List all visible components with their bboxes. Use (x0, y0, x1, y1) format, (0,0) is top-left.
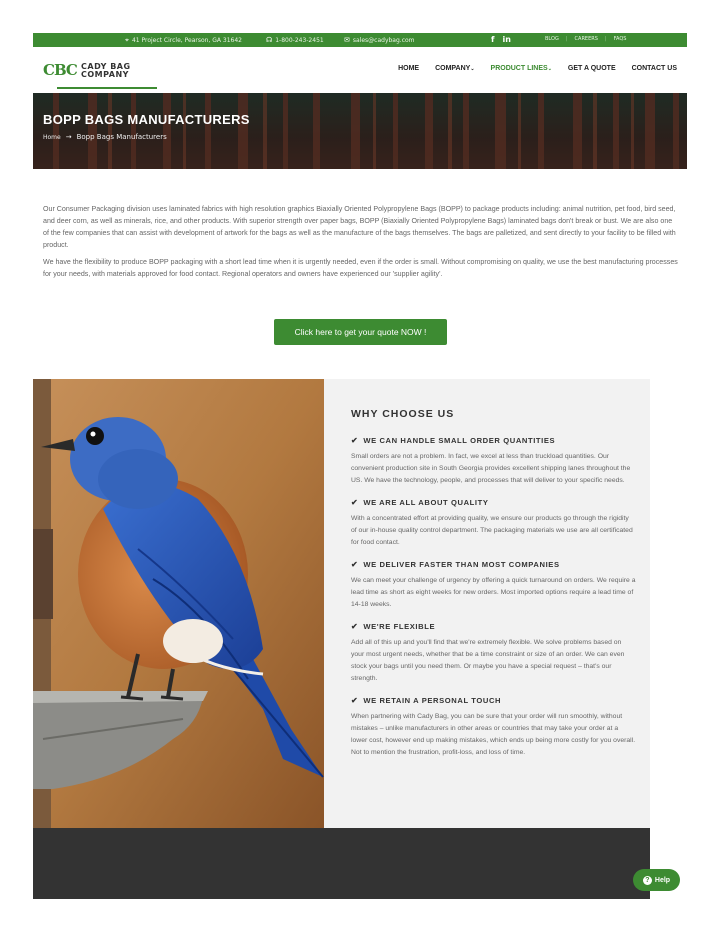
benefit-item (351, 622, 636, 685)
nav-label: CONTACT US (631, 65, 677, 72)
benefit-title: WE ARE ALL ABOUT QUALITY (363, 498, 489, 507)
separator: | (604, 36, 607, 42)
intro-content (43, 204, 679, 285)
top-bar (33, 33, 687, 47)
phone-item[interactable] (266, 36, 324, 44)
headset-icon: ☊ (266, 36, 273, 44)
benefit-body: When partnering with Cady Bag, you can be sure that your order will run smoothly, without mistakes – unlike manufacturers in other areas or countries that may take your order at a lower cost, however end up making mistakes, which ends up being more costly for you overall. Not to mention the frustration, profit-loss, and loss of time. (351, 713, 636, 756)
chevron-down-icon: ⌄ (470, 66, 475, 72)
logo-line-2: COMPANY (81, 70, 129, 79)
benefit-heading (351, 436, 636, 445)
dark-footer-band (33, 828, 650, 899)
logo-wordmark (81, 63, 131, 79)
social-links (491, 35, 511, 44)
forest-background-image (33, 93, 687, 169)
chevron-down-icon: ⌄ (547, 66, 552, 72)
benefit-heading (351, 498, 636, 507)
nav-contact-us[interactable] (632, 65, 677, 72)
arrow-right-icon: → (65, 133, 72, 141)
blog-link[interactable]: BLOG (545, 36, 559, 42)
benefit-title: WE'RE FLEXIBLE (363, 622, 436, 631)
why-choose-us-section (33, 379, 650, 828)
breadcrumb-home-link[interactable]: Home (43, 133, 61, 141)
checkmark-icon: ✔ (351, 436, 359, 445)
checkmark-icon: ✔ (351, 622, 359, 631)
main-nav (398, 65, 677, 72)
benefit-title: WE CAN HANDLE SMALL ORDER QUANTITIES (363, 436, 556, 445)
nav-home[interactable] (398, 65, 419, 72)
nav-label: PRODUCT LINES (490, 65, 548, 72)
benefit-title: WE RETAIN A PERSONAL TOUCH (363, 696, 502, 705)
checkmark-icon: ✔ (351, 498, 359, 507)
benefit-body: With a concentrated effort at providing quality, we ensure our products go through the rigidity of our in-house quality control department. The packaging materials we use are all certificated for food contact. (351, 515, 633, 546)
faqs-link[interactable]: FAQS (613, 36, 627, 42)
email-text[interactable]: sales@cadybag.com (352, 36, 415, 44)
why-choose-us (351, 408, 636, 770)
phone-text[interactable]: 1-800-243-2451 (275, 36, 324, 44)
section-title: WHY CHOOSE US (351, 408, 455, 420)
nav-company[interactable] (435, 65, 474, 72)
intro-paragraph: We have the flexibility to produce BOPP packaging with a short lead time when it is urgently needed, even if the order is small. Without compromising on quality, we use the best manufacturing processes for your needs, with materials approved for food contact. Regional operators and owners have experienced our 'supplier agility'. (43, 257, 678, 278)
benefit-body: We can meet your challenge of urgency by offering a quick turnaround on orders. We require a lead time as short as eight weeks for new orders. Most imported options require a lead time of 14-18 weeks. (351, 577, 636, 608)
benefit-heading (351, 560, 636, 569)
address-text: 41 Project Circle, Pearson, GA 31642 (131, 37, 242, 44)
breadcrumb-current: Bopp Bags Manufacturers (76, 133, 167, 141)
benefit-body: Add all of this up and you'll find that we're extremely flexible. We solve problems based on your most urgent needs, whether that be a time constraint or size of an order. We can even stock your bags until you need them. Or maybe you have a special request – that's our strength. (351, 639, 625, 682)
bluebird-photo (33, 379, 324, 828)
separator: | (565, 36, 568, 42)
nav-label: GET A QUOTE (567, 65, 616, 72)
logo-mark: CBC (43, 61, 77, 79)
benefit-heading (351, 622, 636, 631)
breadcrumb (43, 133, 167, 141)
benefit-item (351, 696, 636, 759)
nav-label: HOME (398, 65, 420, 72)
logo-underline (57, 87, 157, 89)
benefit-title: WE DELIVER FASTER THAN MOST COMPANIES (363, 560, 560, 569)
help-button[interactable] (633, 869, 680, 891)
page-hero (33, 93, 687, 169)
page-title: BOPP BAGS MANUFACTURERS (43, 112, 250, 127)
get-quote-button[interactable]: Click here to get your quote NOW ! (274, 319, 447, 345)
location-pin-icon: ⌖ (125, 36, 129, 44)
nav-get-a-quote[interactable] (568, 65, 616, 72)
utility-links (545, 36, 626, 42)
nav-label: COMPANY (435, 65, 471, 72)
careers-link[interactable]: CAREERS (574, 36, 598, 42)
facebook-icon[interactable]: f (491, 35, 495, 44)
checkmark-icon: ✔ (351, 560, 359, 569)
intro-paragraph: Our Consumer Packaging division uses laminated fabrics with high resolution graphics Biaxially Oriented Polypropylene Bags (BOPP) to package products including: animal nutrition, pet food, bird seed, and deer corn, as well as minerals, rice, and other products. With superior strength over paper bags, BOPP (Biaxially Oriented Polypropylene Bags) laminated bags don't break or bust. We are also one of the few companies that can assist with development of artwork for the bags as well as the manufacture of the bags themselves. The bags are palletized, and sent directly to your facility to be filled with product. (43, 205, 676, 249)
benefit-item (351, 436, 636, 487)
logo-line-1: CADY BAG (81, 62, 131, 71)
address-item (125, 36, 242, 45)
benefit-body: Small orders are not a problem. In fact, we excel at less than truckload quantities. Our convenient production site in South Georgia provides excellent shipping lanes throughout the US. We have the technology, people, and processes that will deliver to your specific needs. (351, 453, 631, 484)
benefit-item (351, 560, 636, 611)
benefit-item (351, 498, 636, 549)
question-icon: ? (643, 876, 652, 885)
linkedin-icon[interactable]: in (502, 35, 511, 44)
checkmark-icon: ✔ (351, 696, 359, 705)
envelope-icon: ✉ (344, 36, 350, 44)
help-label: Help (654, 876, 671, 884)
company-logo[interactable] (43, 61, 149, 89)
benefit-heading (351, 696, 636, 705)
nav-product-lines[interactable] (491, 65, 552, 72)
email-item[interactable] (344, 36, 415, 44)
site-header (33, 48, 687, 92)
